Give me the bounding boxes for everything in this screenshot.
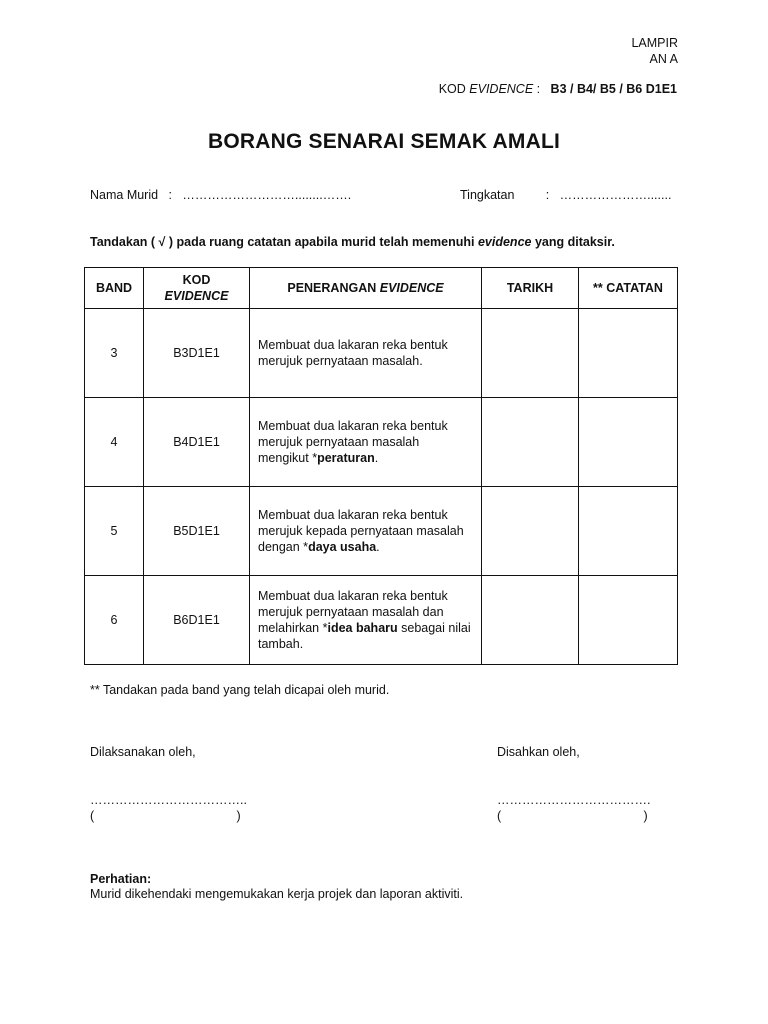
catatan-cell[interactable]	[579, 576, 678, 665]
left-signature-line: ………………………………..	[90, 793, 247, 807]
header-penerangan-italic: EVIDENCE	[379, 281, 444, 295]
header-kod-evidence	[144, 268, 250, 309]
right-signature-line: ……………………………….	[497, 793, 651, 807]
lampiran-line-1: LAMPIR	[631, 36, 678, 50]
catatan-cell[interactable]	[579, 487, 678, 576]
desc-tail: .	[374, 451, 379, 465]
lampiran-line-2: AN A	[649, 52, 678, 66]
perhatian-label: Perhatian:	[90, 872, 152, 886]
disahkan-label: Disahkan oleh,	[497, 745, 580, 759]
page-title: BORANG SENARAI SEMAK AMALI	[207, 130, 561, 153]
desc-bold: idea baharu	[327, 621, 398, 635]
header-penerangan	[250, 268, 482, 309]
desc-bold: peraturan	[317, 451, 375, 465]
desc-text: Membuat dua lakaran reka bentuk merujuk pernyataan masalah mengikut *	[258, 419, 448, 465]
header-tarikh: TARIKH	[482, 268, 579, 309]
desc-tail: .	[376, 540, 380, 554]
tingkatan-colon: :	[545, 188, 550, 202]
instruction-part-1: Tandakan ( √ ) pada ruang catatan apabila murid telah memenuhi	[90, 235, 478, 249]
table-row	[85, 398, 678, 487]
kod-evidence-word: EVIDENCE	[469, 82, 534, 96]
nama-murid-field	[90, 188, 351, 202]
band-cell: 3	[85, 309, 144, 398]
desc-tail: sebagai nilai tambah.	[258, 621, 471, 651]
desc-cell	[250, 576, 482, 665]
kod-cell: B3D1E1	[144, 309, 250, 398]
kod-label: KOD	[438, 82, 470, 96]
lampiran-label	[631, 35, 678, 67]
perhatian-text: Murid dikehendaki mengemukakan kerja projek dan laporan aktiviti.	[90, 887, 464, 901]
kod-cell: B6D1E1	[144, 576, 250, 665]
dilaksanakan-label: Dilaksanakan oleh,	[90, 745, 196, 759]
kod-values: B3 / B4/ B5 / B6 D1E1	[550, 82, 677, 96]
desc-cell	[250, 309, 482, 398]
header-catatan: ** CATATAN	[579, 268, 678, 309]
table-row	[85, 309, 678, 398]
catatan-cell[interactable]	[579, 309, 678, 398]
header-penerangan-text: PENERANGAN	[287, 281, 380, 295]
nama-colon: :	[168, 188, 172, 202]
instruction-italic: evidence	[477, 235, 532, 249]
table-row	[85, 576, 678, 665]
header-band: BAND	[85, 268, 144, 309]
desc-text: Membuat dua lakaran reka bentuk merujuk kepada pernyataan masalah dengan *	[258, 508, 464, 554]
desc-text: Membuat dua lakaran reka bentuk merujuk pernyataan masalah.	[258, 338, 448, 368]
catatan-cell[interactable]	[579, 398, 678, 487]
left-name-brackets: ( )	[90, 809, 241, 823]
band-cell: 6	[85, 576, 144, 665]
desc-bold: daya usaha	[308, 540, 377, 554]
band-cell: 5	[85, 487, 144, 576]
kod-colon: :	[533, 82, 541, 96]
nama-dots: ………………………........…….	[182, 188, 352, 202]
tarikh-cell[interactable]	[482, 309, 579, 398]
table-header-row	[85, 268, 678, 309]
desc-text: Membuat dua lakaran reka bentuk merujuk pernyataan masalah dan melahirkan *	[258, 589, 448, 635]
kod-cell: B5D1E1	[144, 487, 250, 576]
tingkatan-dots: ………………….......	[559, 188, 672, 202]
nama-label: Nama Murid	[90, 188, 159, 202]
header-kod-line-2: EVIDENCE	[164, 289, 229, 303]
kod-cell: B4D1E1	[144, 398, 250, 487]
header-kod-line-1: KOD	[182, 273, 211, 287]
right-name-brackets: ( )	[497, 809, 648, 823]
band-cell: 4	[85, 398, 144, 487]
kod-evidence-line	[439, 82, 677, 96]
tingkatan-label: Tingkatan	[460, 188, 515, 202]
desc-cell	[250, 398, 482, 487]
tarikh-cell[interactable]	[482, 576, 579, 665]
desc-cell	[250, 487, 482, 576]
tingkatan-field	[460, 188, 671, 202]
instruction-text	[90, 235, 615, 249]
table-row	[85, 487, 678, 576]
instruction-part-2: yang ditaksir.	[531, 235, 615, 249]
evidence-table	[84, 267, 678, 665]
tarikh-cell[interactable]	[482, 487, 579, 576]
tarikh-cell[interactable]	[482, 398, 579, 487]
footnote: ** Tandakan pada band yang telah dicapai oleh murid.	[90, 683, 390, 697]
